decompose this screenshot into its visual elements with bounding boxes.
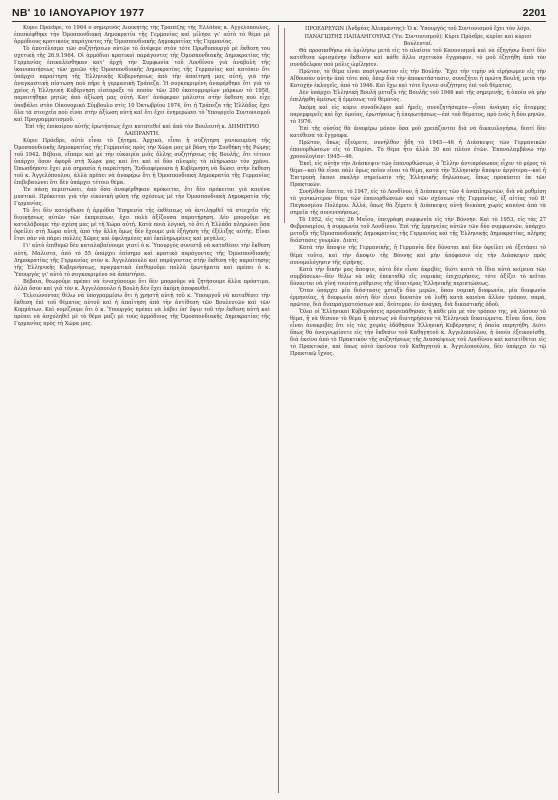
paragraph: Τελειώνοντας θέλω νὰ ὑπογραμμίσω ὅτι ἡ χρηστὴ αὐτὴ τοῦ κ. Ὑπουργοῦ νὰ καταθέσει τὴν ἔκθεση ἐπὶ τοῦ θέματος αὐτοῦ καὶ ἡ ἀπαίτηση ἀπὸ τὴν ἀντίθεση τῶν Βουλευτῶν καὶ τῶν Κομμάτων. Καὶ νομίζουμε ὅτι ὁ κ. Ὑπουργὸς πρέπει νὰ λάβει ὑπ' ὄψιν τοῦ τὴν ἔκθεση αὐτὴ καὶ πρέπει νὰ ἀσχοληθεῖ μὲ τὸ θέμα μαζὶ μὲ τοὺς ἁρμόδιους τῆς Ὀμοσπονδιακῆς Δημοκρατίας τῆς Γερμανίας πρὸς τὴ Χώρα μας. xyxy=(14,292,270,327)
paragraph: Ὅλαι οἱ Ἑλληνικαὶ Κυβερνήσεις προσεπάθησαν, ἡ κάθε μία μὲ τὸν τρόπον της, νὰ λύσουν τὸ θέμα, ἢ νὰ θέσουν τὸ θέμα ἢ πάντως νὰ διατηρήσουν τὰ Ἑλληνικὰ δικαιώματα. Εἶναι ὅσα, ὅσα εἶναι ἀνακριβὲς ὅτι εἰς τὰς χειρὰς ἐδόθησαν Ἑλληνικὴ Κυβέρνησις ἡ ὁποία παρητήθη. Διότι ὅπως θὰ ἀναγνωρίσετε εἰς τὴν ἔκθεσιν τοῦ Καθηγητοῦ κ. Ἀγγελοπούλου, ἡ ὁποία ἐξεικονίσθη, διὰ ἐκείνο ἀπὸ τὸ Πρακτικὸν τῆς συζητήσεως τῆς Διασκέψεως τοῦ Λονδίνου καὶ κατατίθεται εἰς τὸ Πρακτικόν, καὶ ὅπως αὐτὸ ἐκείνου τοῦ Καθηγητοῦ κ. Ἀγγελοπούλου, δὲν ὑπάρχει ἐν τῷ Πρακτικῷ ἴχνος. xyxy=(290,308,546,358)
paragraph: Τὸ ὅτι δὲν κατόρθωσε ἡ ἁρμόδια Ὑπηρεσία τῆς ἐκθέσεως νὰ ἀντιληφθεῖ τὰ στοιχεῖα τῆς διοικήσεως αὐτῶν τῶν ἐκπρεσεων, ἔχει πολὺ ἀξίζουσα παρατήρηση. Δὲν μποροῦμε νὰ καταλάβουμε τὴν σχέση μας μὲ τὴ Χώρα αὐτή. Κατὰ ποιὰ λογική, τὸ ὅτι ἡ Ἑλλάδα πληρώνει ὅσα ὀφείλει στὴ Χώρα αὐτή, ἀπὸ τὴν ἄλλη ὅμως δὲν ἔχουμε μιὰ ἐξήγηση τῆς ἐξέλιξης αὐτῆς. Εἶναι ἔτσι σὰν νὰ πάρει πολλὲς Χῶρες καὶ ὀφελημένες καὶ ἐκπληρωμένες καὶ μεγάλες. xyxy=(14,208,270,243)
paragraph: Ἐπὶ τῆς οὐσίας θὰ ἀναφέρω μόνον ὅσα μοῦ χρειάζονται διὰ νὰ δικαιολογήσω, διατί δὲν κατέθεσα τὰ ἔγγραφα. xyxy=(290,125,546,139)
page-header xyxy=(12,3,546,19)
paragraph: Γι' αὐτὸ ἐπιθυμῶ δὲν καταλαβαίνουμε γιατί ὁ κ. Ὑπουργὸς συνιστᾷ νὰ καταθέσει τὴν ἔκθεση αὐτή. Μάλιστα, ἀπὸ τὸ 55 ὑπάρχει ἐπίσημο καὶ κρατικὸ παράγοντες τῆς Ὀμοσπονδιακῆς Δημοκρατίας τῆς Γερμανίας στὸν κ. Ἀγγελόπουλο καὶ παράγοντας στὴν ἔκθεση τῆς παραίτησης τῆς Ἑλληνικῆς Κυβερνήσεως, πραγματικὰ ἐπιθυμοῦμε πολλὰ ἐρωτήματα καὶ πρέπει ὁ κ. Ὑπουργὸς γι' αὐτὸ τὸ συγκεκριμένο νὰ ἀπαντήσει. xyxy=(14,243,270,278)
paragraph: Πρῶτον, ὅπως ἐξεύρετε, συνήλθον ἤδη τὸ 1945—46 ἡ Διάσκεψις τῶν Γερμανικῶν ἐπανορθώσεων εἰς τὸ Παρίσι. Τὸ θέμα ἦτο ἀλλὰ 30 καὶ πλέον ἐτῶν. Ἐπαναλαμβάνω τὴν χρονολογίαν: 1945—46. xyxy=(290,139,546,160)
chair-intro: ΠΡΟΕΔΡΕΥΩΝ (Ἀνδρέας Ἀλιπράντης): Ὁ κ. Ὑπουργὸς τοῦ Συντονισμοῦ ἔχει τὸν λόγο. xyxy=(305,26,531,32)
margin-mark xyxy=(10,150,11,240)
paragraph: Τὸ 1952, εἰς τὰς 26 Μαΐου, ὑπεγράφη συμφωνία εἰς τὴν Βόννην. Καὶ τὸ 1953, εἰς τὰς 27 Φεβρουαρίου, ἡ συμφωνία τοῦ Λονδίνου. Ἐπὶ τῆς ἑρμηνείας αὐτῶν τῶν δύο συμφωνιῶν, ὑπάρχει μεταξὺ τῆς Ὀμοσπονδιακῆς Δημοκρατίας τῆς Γερμανίας καὶ τῆς Ἑλληνικῆς Δημοκρατίας, πλήρης διάστασις γνωμῶν. Διατί; xyxy=(290,217,546,245)
margin-mark xyxy=(284,28,285,223)
speaker-heading: ΠΑΝΑΓΙΩΤΗΣ ΠΑΠΑΛΗΓΟΥΡΑΣ (Ὑπ. Συντονισμοῦ): Κύριε Πρόεδρε, κυρίαι καὶ κύριοι Βουλευταί. xyxy=(304,34,532,48)
paragraph: Συνῆλθον ἔπειτα, τὸ 1947, εἰς τὸ Λονδῖνον, ἡ Διάσκεψις τῶν 4 ἀναπληρωτῶν, διὰ νὰ ρυθμίση τὸ γενικώτερον θέμα τῶν ἐπανορθώσεων καὶ τῶν σχέσεων τῆς Γερμανίας, ἐξ αἰτίας τοῦ Β' Παγκοσμίου Πολέμου. Ἀλλά, ὅπως θὰ ξέρετε ἡ Διάσκεψις αὐτὴ διεκόπη χωρὶς κανένα ἀπὸ τὰ σημεῖα τῆς συνεννοήσεως. xyxy=(290,189,546,217)
paragraph: Κατὰ τὴν ἄποψιν τῆς Γερμανικῆς, ἡ Γερμανία δὲν δύναται καὶ δὲν ὀφείλει νὰ ἐξετάσει τὸ θέμα τοῦτο, καὶ τὴν ἄποψιν τῆς Βόννης καὶ μὴν ἀπόφασιν εἰς τὴν Διάσκεψιν πρὸς συνομολόγησιν τῆς εἰρήνης. xyxy=(290,245,546,266)
issue-date: ΝΒ' 10 ΙΑΝΟΥΑΡΙΟΥ 1977 xyxy=(12,7,145,19)
left-column xyxy=(14,25,270,793)
paragraph: Δὲν ὑπάρχει Ἑλληνικὴ Βουλὴ μεταξὺ τῆς Βουλῆς τοῦ 1946 καὶ τῆς σημερινῆς, ἡ ὁποία νὰ μὴν ἐπελήφθη ἀμέσως ἢ ἐμμέσως τοῦ θέματος. xyxy=(290,90,546,104)
paragraph: Βέβαια, θεωροῦμε πρέπει νὰ ἐνισχύσουμε ὅτι δὲν μποροῦμε νὰ ζητήσουμε ἄλλα πρόστιμα, ἀλλὰ ὅσον καὶ γιὰ τὸν κ. Ἀγγελόπουλο ἡ Βουλὴ δὲν ἔχει ἀκόμη ἀποφανθεῖ. xyxy=(14,278,270,292)
header-rule xyxy=(12,21,546,22)
column-divider xyxy=(278,25,279,793)
paragraph: Ἀκόμη καὶ εἰς κύριε συνάδελφοι καὶ ἡμεῖς, συνεζητήσαμεν—εἶναι ἀνάγκη εἰς ἄτομμης παρεμφερεῖς καὶ ὅχι ὁμοίας, ἐρωτήσεως ἢ ἐπερωτήσεως—ἐπὶ τοῦ θέματος, πρὸ ἑνὸς ἢ δύο μηνῶν, τὸ 1976. xyxy=(290,104,546,125)
paragraph: Κύριε Πρόεδρε, αὐτὸ εἶναι τὸ ζήτημα. Ἀρχικά, εἶναι ἡ συζήτηση γενικευμένη τῆς Ὀμοσπονδιακῆς Δημοκρατίας τῆς Γερμανίας πρὸς τὴν Χώρα μας μὲ βάση τὴν Συνθήκη τῆς Ρώμης τοῦ 1942. Βέβαια, εἴπαμε καὶ μὲ τὴν εὐκαιρία μιᾶς ἄλλης συζητήσεως τῆς Βουλῆς, ὅτι τέτοιο ὑπάρχει ὅσον ἀφορᾶ στὴ Χώρα μας καὶ ὅτι καὶ οἱ δύο πλευρὲς τὸ πλήρωσαν τὸν χρόνο. Ὁπωσδήποτε ἔχει μιὰ σημασία ἡ παραίτηση. Ἐνδιαφέρουσα ἡ Κυβέρνηση νὰ δώσει στὴν ἔκθεση τοῦ κ. Ἀγγελόπουλου, ἀλλὰ πρέπει νὰ ἀναφέρω ὅτι ἡ Ὀμοσπονδιακὴ Δημοκρατία τῆς Γερμανίας ἐπιβεβαιώνει ὅτι δὲν ὑπάρχει τέτοιο θέμα. xyxy=(14,137,270,187)
paragraph: Κύριε Πρόεδρε, τὸ 1964 ὁ σημερινὸς Διοικητὴς τῆς Τραπέζης τῆς Ἑλλάδος κ. Ἀγγελόπουλος, ἐπισκέφθηκε τὴν Ὀμοσπονδιακὴ Δημοκρατία τῆς Γερμανίας καὶ μίλησε γι' αὐτὸ τὸ θέμα μὲ ἁρμόδιους κρατικοὺς παράγοντες τῆς Ὀμοσπονδιακῆς Δημοκρατίας τῆς Γερμανίας. xyxy=(14,25,270,46)
paragraph: Θὰ προσπαθήσω νὰ ὁμιλήσω μετὰ εἰς τὸ πλαίσιο τοῦ Κανονισμοῦ καὶ νὰ ἐξηγήσω διατί δὲν κατέθεσα ὡρισμένην ἔκθεσιν καὶ κάθε ἄλλο σχετικὸν ἔγγραφον, τὸ μοῦ ἐζητήθη ἀπὸ τὸν συνάδελφον ποὺ μόλις ὡμίλησεν. xyxy=(290,48,546,69)
paragraph: Τὸ ἀποτέλεσμα τῶν συζητήσεων αὐτῶν τὸ ἀνέφερε στὸν τότε Πρωθυπουργὸ μὲ ἔκθεση του σχετικὴ τῆς 26.9.1964. Οἱ ἁρμόδιοι κρατικοὶ παράγοντες τῆς Ὀμοσπονδιακῆς Δημοκρατίας τῆς Γερμανίας ἐπικαλέσθηκαν κατ' ἀρχὴ τὴν Συμφωνία τοῦ Λονδίνου γιὰ ἀναβολὴ τῆς ἱκανοποιήσεως τῶν χρεῶν τῆς Ὀμοσπονδιακῆς Δημοκρατίας τῆς Γερμανίας καὶ κατόπιν ὅτι ὑπάρχει παραίτηση τῆς Ἑλληνικῆς Κυβερνήσεως ἀπὸ τὴν ἀπαίτησή μας αὐτή, γιὰ τὴν ἀναγκαστικὴ πίστωση ποὺ πῆρε ἡ γερμανικὴ Τράπεζα. Ἡ συγκεκριμένη ἀναφέρθηκε ὅτι γιὰ τὸ χρέος ἡ Ἑλληνικὴ Κυβέρνηση εἰσέπραξε τὸ ποσὸν τῶν 200 ἑκατομμυρίων μάρκων τὸ 1958, παραιτήθηκε ρητῶς ἀπὸ ἀξίωσή μας αὐτή. Κατ' ἀνάφεραν μάλιστα στὴν ἔκθεση ποὺ εἶχε ὑποβάλει στὸν Οἰκονομικὸ Σύμβουλο στὶς 10 Ὀκτωβρίου 1974, ὅτι ἡ Τράπεζα τῆς Ἑλλάδος ἔχει ὅλα τὰ στοιχεῖα ποὺ εἶναι στὴν ἀξίωση αὐτὴ καὶ ὅτι ἔχει ἐνημερώσει τὸ Ὑπουργεῖο Συντονισμοῦ καὶ Προγραμματισμοῦ. xyxy=(14,46,270,123)
paragraph: Ἐκεῖ, εἰς αὐτὴν τὴν Διάσκεψιν τῶν ἐπανορθώσεων, ὁ Ἕλλην ἀντιπρόσωπος εἶχεν τὸ μέρος τὸ θέμα—καὶ θὰ εἶναι πάλι ὅμως ποῖον εἶναι τὸ θέμα, κατὰ τὴν Ἑλληνικὴν ἄποψιν ἀργότερα—καὶ ἡ Ἐπιτροπὴ ἔκανε σκαλὴν σημείωσιν τῆς Ἑλληνικῆς δηλώσεως, ὅπως προκύπτει ἐκ τῶν Πρακτικῶν. xyxy=(290,160,546,189)
paragraph: Κατὰ τὴν δικήν μας ἄποψιν, αὐτὸ δὲν εἶναι ἀκριβές, διότι κατὰ τὰ ἴδια αὐτὰ κείμενα τῶν συμβάσεων—δὲν θέλω νὰ σᾶς ἐπεκταθῶ εἰς νομικὰς ἐπιχειρήσεις, τότε ἀξίζει τὸ κεῖται δύνανται νὰ γίνη τοιαύτη ρύθμισις τῆς ἰδιαιτέρας Ἑλληνικῆς περιπτώσεως. xyxy=(290,266,546,287)
paragraph: Ἐν πάσῃ περιπτώσει, ἀπὸ ὅσα ἀναφέρθηκαν πρόκειται, ὅτι δὲν πρόκειται γιὰ κανένα μυστικό. Πρόκειται γιὰ τὴν εἰκονικὴ φύση τῆς σχέσεως μὲ τὴν Ὀμοσπονδιακὴ Δημοκρατία τῆς Γερμανίας. xyxy=(14,187,270,208)
paragraph: Ἐπὶ τῆς ἐπικαίρου αὐτῆς ἐρωτήσεως ἔχει κατατεθεῖ καὶ ἀπὸ τὸν Βουλευτὴ κ. ΔΗΜΗΤΡΙΟ ΛΑΙΠΡΑΝΤΗ. xyxy=(24,123,260,137)
page-number: 2201 xyxy=(522,7,546,19)
right-column xyxy=(290,25,546,793)
paragraph: Ὅταν ὑπάρχει μία διάστασις μεταξὺ δύο μερῶν, ὅπου νομικὴ διαφωνία, μία διαφωνία ἑρμηνείας, ἡ διαφωνία αὐτὴ δὲν εἶναι δυνατὸν νὰ λυθῇ κατὰ κανένα ἄλλον τρόπον, παρά, πρῶτον, διὰ διαπραγματεύσεων καί, δεύτερον, ἐν ἀνάγκῃ, διὰ δικαστικῆς ὁδοῦ. xyxy=(290,287,546,308)
paragraph: Πρῶτον, τὸ θέμα εἶναι πασίγνωστον εἰς τὴν Βουλήν. Ἔχει τὴν τιμὴν νὰ εἰρήσωμεν εἰς τὴν Αἴθουσαν αὐτὴν ἀπὸ τότε ποὺ, ὅπερ διὰ τὴν ἀποκατάστασιν, συνεζήτει ἡ πρώτη Βουλή, μετὰ τὴν Κατοχήν ἐκλογεῖς, ἀπὸ τὸ 1946. Καὶ ἔχω καὶ τότε ἔγινεν συζήτησις ἐπὶ τοῦ θέματος. xyxy=(290,69,546,90)
